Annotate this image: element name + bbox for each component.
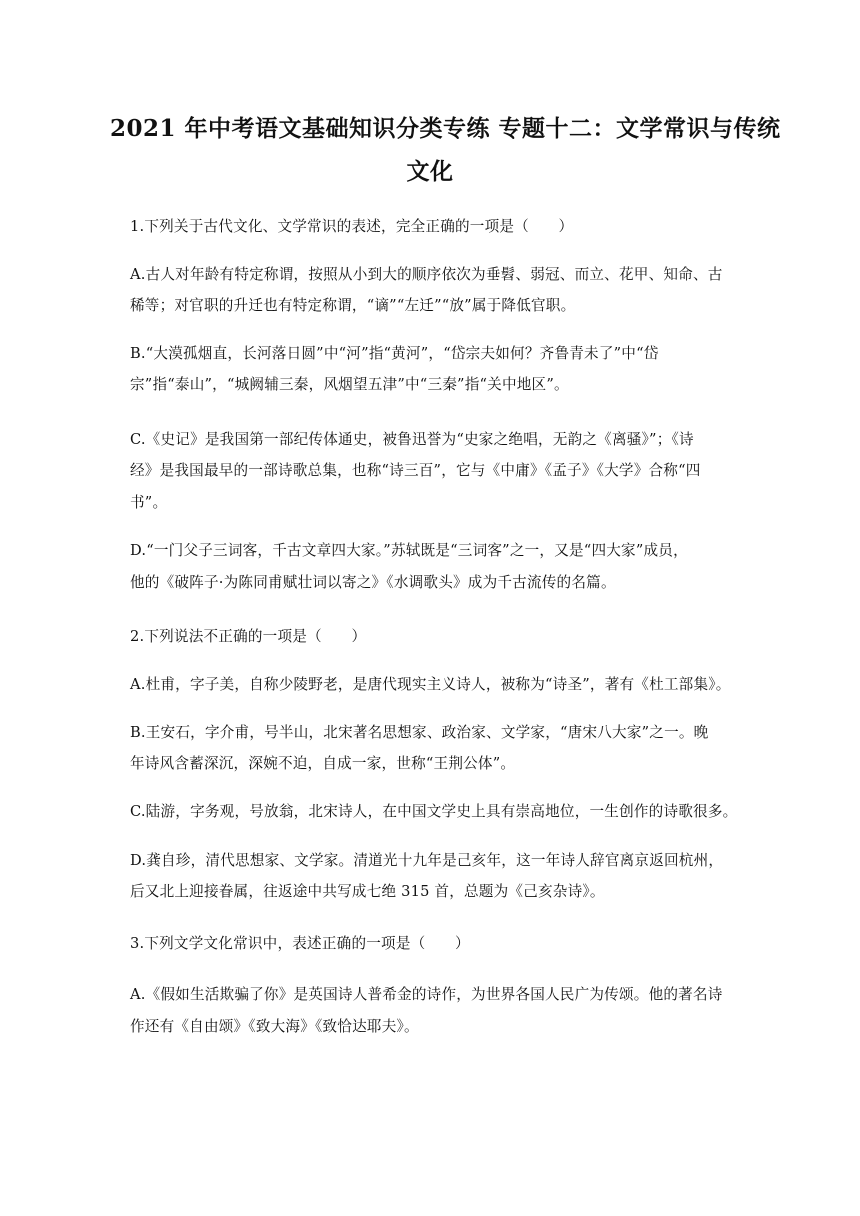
question-1-stem: 1.下列关于古代文化、文学常识的表述，完全正确的一项是（ ） (130, 218, 574, 235)
question-1-option-c-line-3: 书”。 (130, 494, 168, 511)
question-3-option-a-line-1: A.《假如生活欺骗了你》是英国诗人普希金的诗作，为世界各国人民广为传颂。他的著名诗 (130, 986, 723, 1003)
question-2-option-d-line-2: 后又北上迎接眷属，往返途中共写成七绝 315 首，总题为《己亥杂诗》。 (130, 883, 605, 900)
question-2-option-d-line-1: D.龚自珍，清代思想家、文学家。清道光十九年是己亥年，这一年诗人辞官离京返回杭州， (130, 852, 724, 869)
question-2-option-c-line-1: C.陆游，字务观，号放翁，北宋诗人，在中国文学史上具有崇高地位，一生创作的诗歌很多。 (130, 803, 738, 820)
document-title-line-1: 2021 年中考语文基础知识分类专练 专题十二：文学常识与传统 (110, 115, 781, 142)
question-2-option-a-line-1: A.杜甫，字子美，自称少陵野老，是唐代现实主义诗人，被称为“诗圣”，著有《杜工部集》。 (130, 676, 731, 693)
question-2-option-b-line-1: B.王安石，字介甫，号半山，北宋著名思想家、政治家、文学家，“唐宋八大家”之一。晚 (130, 724, 709, 741)
question-3-stem: 3.下列文学文化常识中，表述正确的一项是（ ） (130, 935, 470, 952)
question-1-option-c-line-2: 经》是我国最早的一部诗歌总集，也称“诗三百”，它与《中庸》《孟子》《大学》合称“四 (130, 462, 701, 479)
question-1-option-a-line-1: A.古人对年龄有特定称谓，按照从小到大的顺序依次为垂髫、弱冠、而立、花甲、知命、古 (130, 266, 723, 283)
question-1-option-c-line-1: C.《史记》是我国第一部纪传体通史，被鲁迅誉为“史家之绝唱，无韵之《离骚》”；《诗 (130, 431, 694, 448)
question-1-option-b-line-1: B.“大漠孤烟直，长河落日圆”中“河”指“黄河”，“岱宗夫如何？齐鲁青未了”中“岱 (130, 345, 659, 362)
question-2-option-b-line-2: 年诗风含蓄深沉，深婉不迫，自成一家，世称“王荆公体”。 (130, 755, 516, 772)
question-1-option-b-line-2: 宗”指“泰山”，“城阙辅三秦，风烟望五津”中“三秦”指“关中地区”。 (130, 376, 569, 393)
question-2-stem: 2.下列说法不正确的一项是（ ） (130, 628, 367, 645)
question-1-option-d-line-2: 他的《破阵子·为陈同甫赋壮词以寄之》《水调歌头》成为千古流传的名篇。 (130, 574, 616, 591)
question-3-option-a-line-2: 作还有《自由颂》《致大海》《致恰达耶夫》。 (130, 1018, 419, 1035)
question-1-option-d-line-1: D.“一门父子三词客，千古文章四大家。”苏轼既是“三词客”之一，又是“四大家”成员， (130, 542, 688, 559)
question-1-option-a-line-2: 稀等；对官职的升迁也有特定称谓，“谪”“左迁”“放”属于降低官职。 (130, 297, 576, 314)
document-title-line-2: 文化 (406, 158, 454, 185)
